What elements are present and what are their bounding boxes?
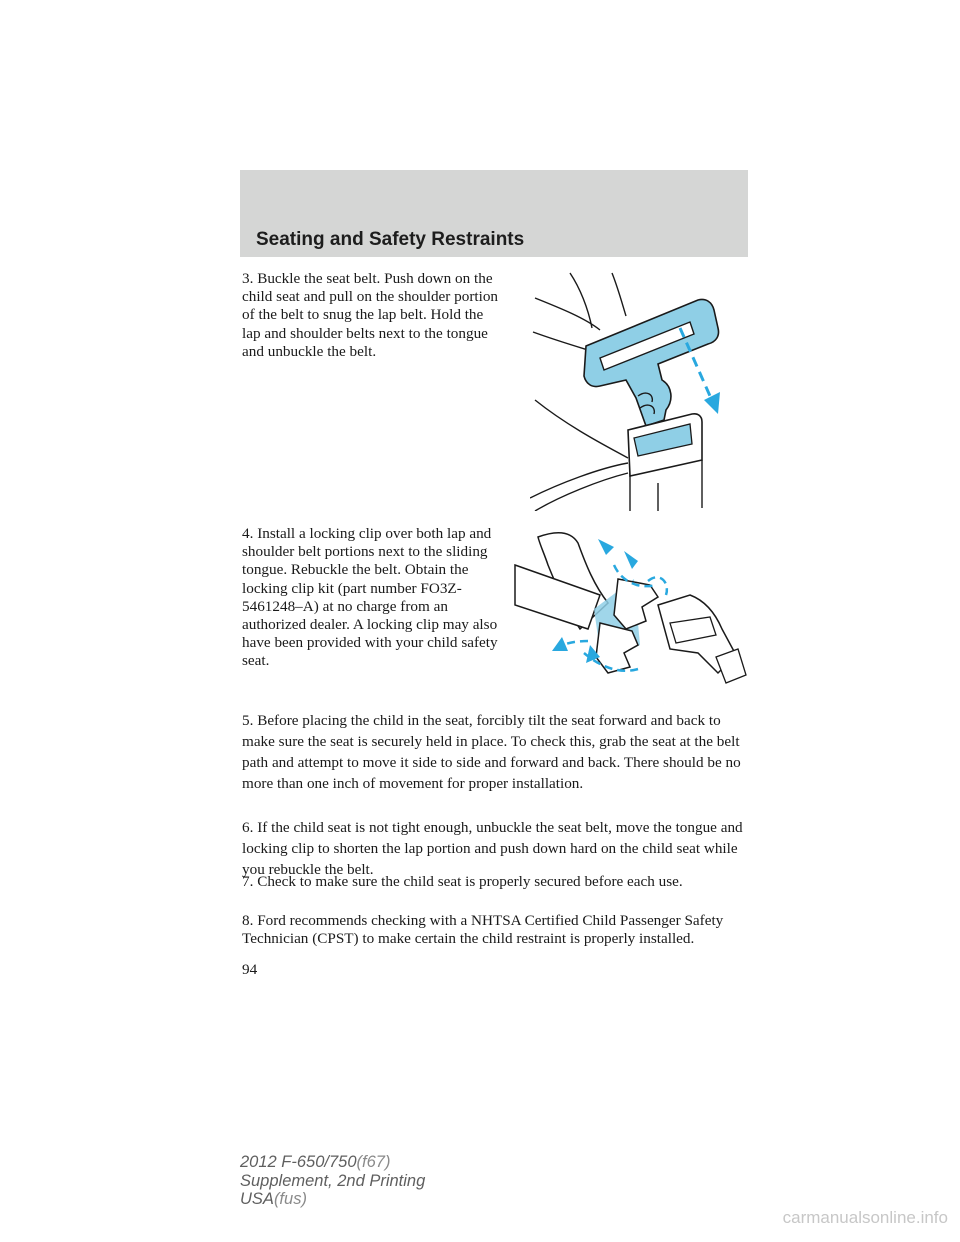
section-title: Seating and Safety Restraints <box>256 229 525 250</box>
footer-model-code: (f67) <box>356 1153 391 1171</box>
section-header-band <box>240 170 748 257</box>
buckle-tongue-illustration <box>530 268 740 511</box>
footer-model: 2012 F-650/750 <box>240 1153 357 1171</box>
step-7-text: 7. Check to make sure the child seat is properly secured before each use. <box>242 873 683 890</box>
step-3-text: 3. Buckle the seat belt. Push down on the child seat and pull on the shoulder portion of the belt to snug the lap belt. Hold the lap and shoulder belts next to the tongue and unbuckle the belt. <box>242 270 499 360</box>
step-4-text: 4. Install a locking clip over both lap and shoulder belt portions next to the sliding tongue. Rebuckle the belt. Obtain the locking clip kit (part number FO3Z-5461248–A) at no charge from an authorized dealer. A locking clip may also have been provided with your child safety seat. <box>242 525 498 670</box>
locking-clip-illustration <box>510 525 755 700</box>
print-footer <box>240 1153 425 1209</box>
step-5-text: 5. Before placing the child in the seat, forcibly tilt the seat forward and back to make sure the seat is securely held in place. To check this, grab the seat at the belt path and attempt to move it side to side and forward and back. There should be no more than one inch of movement for proper installation. <box>242 712 741 792</box>
footer-edition: Supplement, 2nd Printing <box>240 1171 426 1190</box>
step-6-text: 6. If the child seat is not tight enough, unbuckle the seat belt, move the tongue and locking clip to shorten the lap portion and push down hard on the child seat while you rebuckle the belt. <box>242 819 743 878</box>
footer-region: USA <box>240 1190 274 1208</box>
site-watermark: carmanualsonline.info <box>782 1208 948 1227</box>
footer-region-code: (fus) <box>273 1190 307 1208</box>
page-number: 94 <box>242 961 258 978</box>
step-8-text: 8. Ford recommends checking with a NHTSA Certified Child Passenger Safety Technician (CPST) to make certain the child restraint is properly installed. <box>242 912 724 947</box>
